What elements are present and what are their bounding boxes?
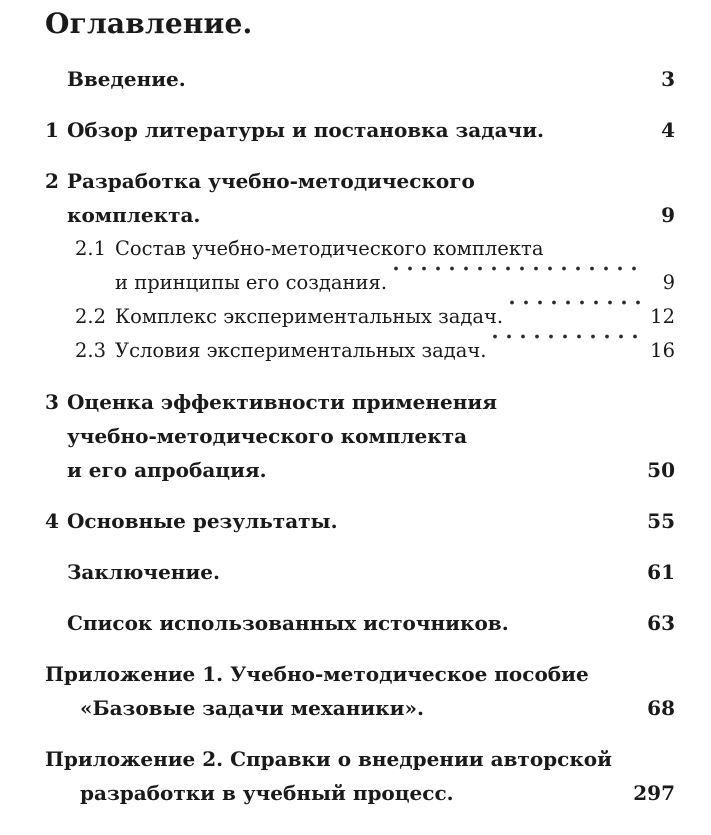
leader-spacer [546, 113, 641, 147]
entry-text-block [45, 742, 675, 810]
entry-number: 4 [45, 509, 59, 533]
toc-entry [45, 385, 675, 487]
entry-text-block [45, 657, 675, 725]
leader-spacer [188, 62, 641, 96]
toc-entry [45, 300, 675, 334]
entry-line [115, 334, 675, 368]
entry-line-text: Список использованных источников. [67, 611, 509, 635]
entry-line [67, 419, 675, 453]
entry-line [115, 300, 675, 334]
entry-page-number: 50 [647, 458, 675, 482]
leader-spacer [456, 776, 624, 810]
entry-number: 2.3 [75, 339, 107, 362]
entry-line [67, 198, 675, 232]
entry-line-text: Разработка учебно-методического [67, 169, 475, 193]
entry-text-block [115, 334, 675, 368]
entry-line [67, 385, 675, 419]
entry-line [67, 504, 675, 538]
entry-line [67, 113, 675, 147]
entry-text-block [67, 555, 675, 589]
toc-entry [45, 742, 675, 810]
toc-entry [45, 232, 675, 300]
dot-leader [389, 266, 641, 300]
entry-number: 3 [45, 390, 59, 414]
toc-entry [45, 504, 675, 538]
dot-leader [505, 300, 640, 334]
entry-line-text: и его апробация. [67, 458, 267, 482]
entry-line [67, 62, 675, 96]
toc-entry [45, 657, 675, 725]
entry-page-number: 9 [661, 203, 675, 227]
entry-number [45, 606, 67, 640]
entry-page-number: 9 [662, 271, 675, 294]
entry-number: 2 [45, 169, 59, 193]
entry-number: 2.2 [75, 305, 107, 328]
entry-line-text: Условия экспериментальных задач. [115, 339, 487, 362]
entry-line-text: Состав учебно-методического комплекта [115, 237, 544, 260]
entry-line [67, 555, 675, 589]
entry-line-text: Введение. [67, 67, 186, 91]
entry-line-text: разработки в учебный процесс. [80, 781, 454, 805]
entry-line-text: учебно-методического комплекта [67, 424, 468, 448]
leader-spacer [340, 504, 638, 538]
entry-line [115, 232, 675, 266]
entry-text-block [67, 62, 675, 96]
entry-text-block [67, 385, 675, 487]
entry-line [45, 776, 675, 810]
entry-page-number: 297 [633, 781, 675, 805]
entry-line [45, 657, 675, 691]
toc-entry [45, 62, 675, 96]
entry-line-text: Комплекс экспериментальных задач. [115, 305, 504, 328]
entry-line-text: «Базовые задачи механики». [80, 696, 424, 720]
entry-line-text: комплекта. [67, 203, 201, 227]
entry-line-text: Обзор литературы и постановка задачи. [67, 118, 544, 142]
dot-leader [488, 334, 640, 368]
entry-text-block [115, 300, 675, 334]
entry-line-text: Основные результаты. [67, 509, 338, 533]
entry-text-block [67, 504, 675, 538]
entry-line-text: Заключение. [67, 560, 220, 584]
toc-entry [45, 334, 675, 368]
entry-line-text: и принципы его создания. [115, 271, 388, 294]
entry-line [67, 606, 675, 640]
entry-line-text: Приложение 2. Справки о внедрении авторской [45, 747, 612, 771]
entry-page-number: 3 [661, 67, 675, 91]
entry-number [45, 62, 67, 96]
entry-number: 1 [45, 118, 59, 142]
entry-line-text: Приложение 1. Учебно-методическое пособие [45, 662, 589, 686]
entry-text-block [67, 113, 675, 147]
entry-page-number: 12 [650, 305, 675, 328]
entry-page-number: 4 [661, 118, 675, 142]
toc-list [45, 62, 675, 810]
leader-spacer [202, 198, 641, 232]
toc-entry [45, 164, 675, 232]
entry-page-number: 16 [650, 339, 675, 362]
leader-spacer [222, 555, 637, 589]
entry-line [115, 266, 675, 300]
entry-line [45, 742, 675, 776]
entry-text-block [67, 164, 675, 232]
toc-entry [45, 606, 675, 640]
entry-page-number: 55 [647, 509, 675, 533]
entry-line-text: Оценка эффективности применения [67, 390, 497, 414]
entry-line [67, 453, 675, 487]
entry-page-number: 61 [647, 560, 675, 584]
entry-text-block [67, 606, 675, 640]
toc-entry [45, 555, 675, 589]
toc-entry [45, 113, 675, 147]
entry-number: 2.1 [75, 237, 107, 260]
entry-page-number: 63 [647, 611, 675, 635]
entry-line [45, 691, 675, 725]
leader-spacer [511, 606, 638, 640]
page-title: Оглавление. [45, 7, 253, 40]
entry-page-number: 68 [647, 696, 675, 720]
leader-spacer [269, 453, 638, 487]
leader-spacer [426, 691, 637, 725]
entry-line [67, 164, 675, 198]
entry-number [45, 555, 67, 589]
entry-text-block [115, 232, 675, 300]
